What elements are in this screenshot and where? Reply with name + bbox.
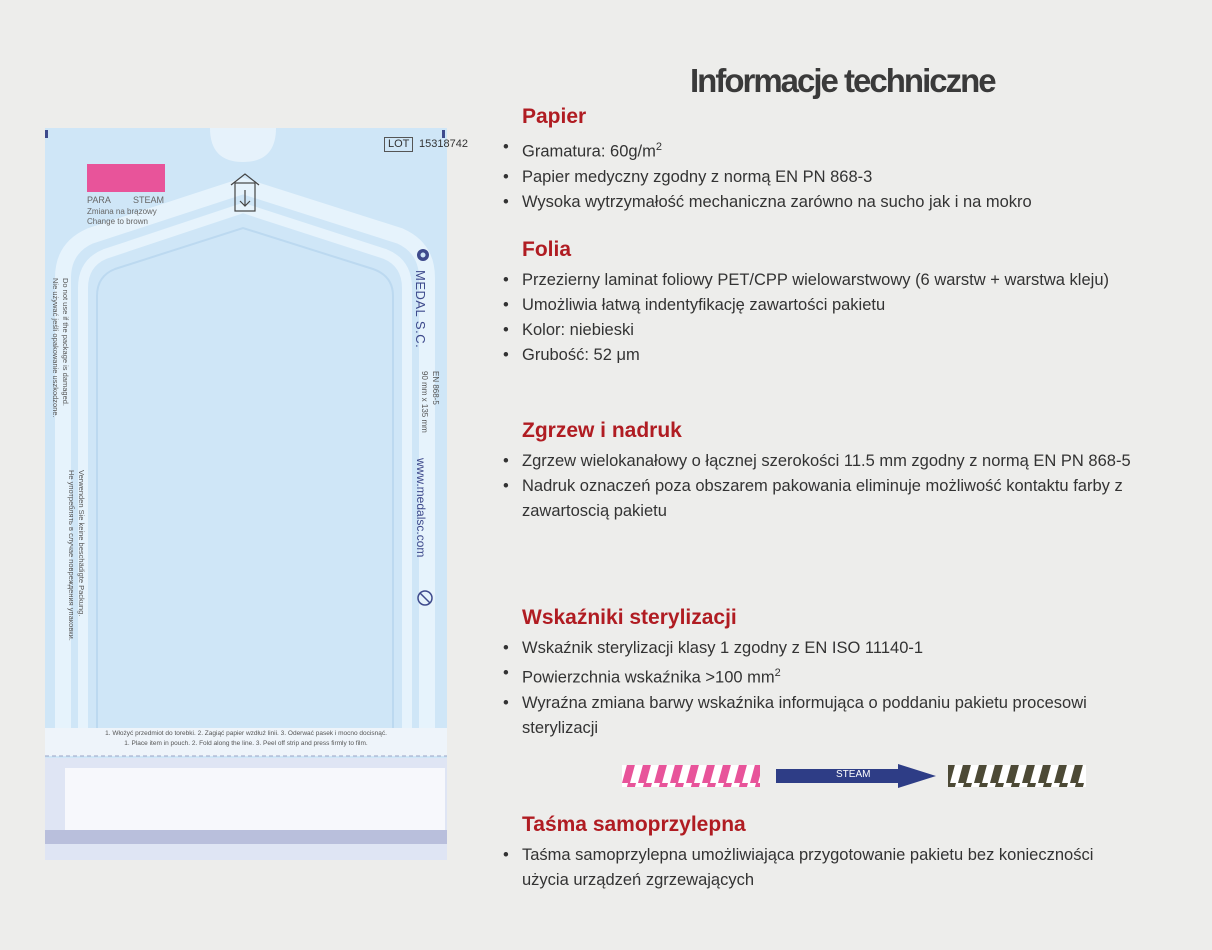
indicator-change-en: Change to brown [87,217,148,226]
list-item: • Kolor: niebieski [502,318,1122,343]
section-list [502,636,1142,741]
list-item: • Papier medyczny zgodny z normą EN PN 868-3 [502,165,1202,190]
indicator-change-pl: Zmiana na brązowy [87,207,157,216]
section-list [502,449,1182,524]
list-item: • Wysoka wytrzymałość mechaniczna zarówno na sucho jak i na mokro [502,190,1202,215]
section-heading: Folia [522,238,572,261]
steam-arrow-label: STEAM [836,769,871,780]
list-item: • Przezierny laminat foliowy PET/CPP wielowarstwowy (6 warstw + warstwa kleju) [502,268,1122,293]
pouch-website: www.medalsc.com [414,458,428,558]
indicator-before-pink [622,765,760,787]
section-heading: Zgrzew i nadruk [522,419,682,442]
pouch-warning-pl: Nie używać jeśli opakowanie uszkodzone. [51,278,60,418]
section-zgrzew [502,417,1202,524]
section-folia [502,236,1202,368]
pouch-instruction-pl: 1. Włożyć przedmiot do torebki. 2. Zagiąć papier wzdłuż linii. 3. Oderwać pasek i mocno docisnąć. [105,730,387,737]
section-heading: Papier [522,105,587,128]
pouch-brand: MEDAL S.C. [413,270,428,349]
page-title: Informacje techniczne [690,62,995,99]
indicator-label-para: PARA [87,195,111,205]
sterilization-pouch-illustration [45,128,468,860]
pouch-warning-ru: Не употреблять в случае повреждения упаковки. [67,470,76,641]
lot-number: 15318742 [419,138,468,150]
steam-indicator-patch [87,164,165,192]
list-item: • Powierzchnia wskaźnika >100 $mm^2$ [502,661,1142,691]
section-list [502,268,1122,368]
list-item: • Grubość: 52 μm [502,343,1122,368]
pouch-instruction-en: 1. Place item in pouch. 2. Fold along the line. 3. Peel off strip and press firmly to film. [124,740,368,747]
section-tasma [502,811,1202,893]
section-heading: Wskaźniki sterylizacji [522,606,737,629]
indicator-label-steam: STEAM [133,195,165,205]
indicator-after-brown [948,765,1086,787]
list-item: • Zgrzew wielokanałowy o łącznej szerokości 11.5 mm zgodny z normą EN PN 868-5 [502,449,1182,474]
list-item: • Umożliwia łatwą indentyfikację zawartości pakietu [502,293,1122,318]
list-item: • Taśma samoprzylepna umożliwiająca przygotowanie pakietu bez konieczności użycia urządzeń zgrzewających [502,843,1142,893]
pouch-warning-de: Verwenden Sie keine beschädigte Packung. [77,470,86,617]
list-item: • Wyraźna zmiana barwy wskaźnika informująca o poddaniu pakietu procesowi sterylizacji [502,691,1142,741]
section-list [502,135,1202,215]
pouch-graphic [45,128,447,860]
list-item: • Nadruk oznaczeń poza obszarem pakowania eliminuje możliwość kontaktu farby z zawartoscią pakietu [502,474,1142,524]
section-papier [502,103,1202,215]
list-item: • Gramatura: $60g/m^2$ [502,135,1202,165]
pouch-size: 90 mm x 135 mm [420,371,429,433]
pouch-standard: EN 868-5 [431,371,440,405]
tape-strip [65,768,445,830]
pouch-warning-en: Do not use if the package is damaged. [61,278,70,406]
lot-label: LOT [384,137,413,152]
section-heading: Taśma samoprzylepna [522,813,746,836]
section-wskazniki [502,604,1202,741]
section-list [502,843,1142,893]
list-item: • Wskaźnik sterylizacji klasy 1 zgodny z EN ISO 11140-1 [502,636,1142,661]
